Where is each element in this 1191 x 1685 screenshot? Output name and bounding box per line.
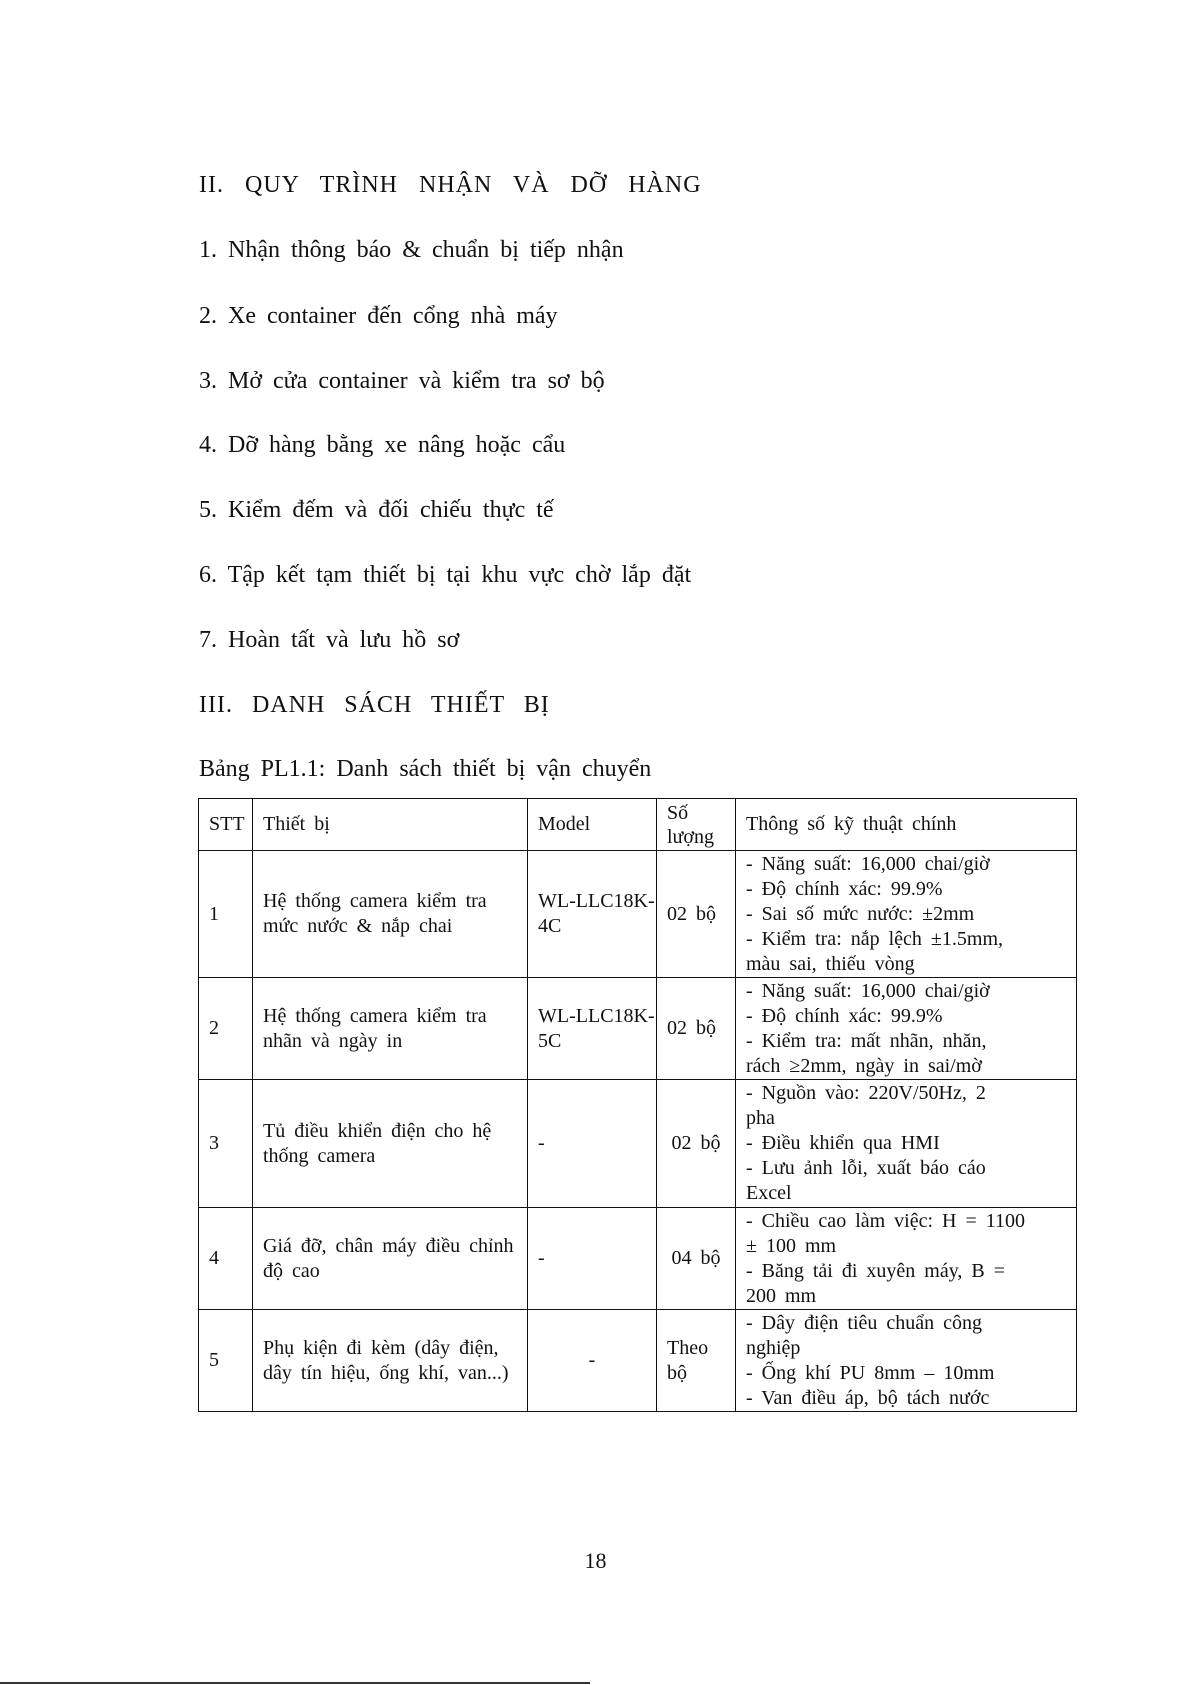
- spec-line: - Năng suất: 16,000 chai/giờ: [746, 979, 990, 1002]
- spec-line: rách ≥2mm, ngày in sai/mờ: [746, 1054, 982, 1077]
- table-row: [199, 1310, 1077, 1412]
- cell-stt: 2: [199, 978, 253, 1080]
- spec-line: 200 mm: [746, 1284, 817, 1307]
- spec-line: - Năng suất: 16,000 chai/giờ: [746, 852, 990, 875]
- spec-line: pha: [746, 1107, 775, 1129]
- table-header-row: [199, 799, 1077, 851]
- header-quantity-line2: lượng: [667, 825, 714, 848]
- spec-line: - Ống khí PU 8mm – 10mm: [746, 1361, 995, 1384]
- cell-stt: 4: [199, 1208, 253, 1310]
- step-item: 6. Tập kết tạm thiết bị tại khu vực chờ lắp đặt: [199, 562, 692, 588]
- spec-line: - Lưu ảnh lỗi, xuất báo cáo: [746, 1157, 986, 1179]
- cell-quantity: Theo bộ: [657, 1310, 736, 1412]
- spec-line: Excel: [746, 1182, 792, 1204]
- spec-line: - Sai số mức nước: ±2mm: [746, 902, 975, 925]
- step-item: 3. Mở cửa container và kiểm tra sơ bộ: [199, 368, 605, 394]
- cell-model: WL-LLC18K-5C: [528, 978, 657, 1080]
- spec-line: - Điều khiển qua HMI: [746, 1132, 940, 1154]
- spec-line: - Kiểm tra: nắp lệch ±1.5mm,: [746, 927, 1004, 950]
- page-number: 18: [584, 1548, 607, 1573]
- spec-line: - Kiểm tra: mất nhãn, nhăn,: [746, 1029, 987, 1052]
- step-item: 5. Kiểm đếm và đối chiếu thực tế: [199, 497, 554, 523]
- section-heading-equipment-list: III. DANH SÁCH THIẾT BỊ: [199, 692, 550, 718]
- step-item: 4. Dỡ hàng bằng xe nâng hoặc cẩu: [199, 432, 566, 458]
- step-item: 7. Hoàn tất và lưu hồ sơ: [199, 627, 460, 653]
- header-model: Model: [528, 799, 657, 851]
- cell-model: -: [528, 1208, 657, 1310]
- cell-specifications: [736, 851, 1077, 978]
- cell-specifications: [736, 1208, 1077, 1310]
- header-quantity: [657, 799, 736, 851]
- cell-specifications: [736, 978, 1077, 1080]
- cell-model: WL-LLC18K-4C: [528, 851, 657, 978]
- header-quantity-line1: Số: [667, 801, 689, 824]
- spec-line: - Dây điện tiêu chuẩn công: [746, 1311, 983, 1334]
- spec-line: - Độ chính xác: 99.9%: [746, 877, 943, 900]
- spec-line: - Van điều áp, bộ tách nước: [746, 1386, 990, 1409]
- section-heading-receiving-process: II. QUY TRÌNH NHẬN VÀ DỠ HÀNG: [199, 172, 702, 198]
- step-item: 2. Xe container đến cổng nhà máy: [199, 303, 558, 329]
- cell-stt: 1: [199, 851, 253, 978]
- spec-line: nghiệp: [746, 1336, 801, 1359]
- cell-device: Hệ thống camera kiểm tra nhãn và ngày in: [253, 978, 528, 1080]
- cell-quantity: 02 bộ: [657, 1080, 736, 1208]
- cell-specifications: [736, 1080, 1077, 1208]
- cell-quantity: 04 bộ: [657, 1208, 736, 1310]
- spec-line: - Độ chính xác: 99.9%: [746, 1004, 943, 1027]
- cell-specifications: [736, 1310, 1077, 1412]
- cell-quantity: 02 bộ: [657, 851, 736, 978]
- table-row: [199, 1080, 1077, 1208]
- equipment-table: [198, 798, 1077, 1412]
- spec-line: - Chiều cao làm việc: H = 1100: [746, 1209, 1026, 1232]
- cell-model: -: [528, 1080, 657, 1208]
- cell-device: Phụ kiện đi kèm (dây điện, dây tín hiệu, ống khí, van...): [253, 1310, 528, 1412]
- cell-stt: 3: [199, 1080, 253, 1208]
- cell-device: Tủ điều khiển điện cho hệ thống camera: [253, 1080, 528, 1208]
- spec-line: màu sai, thiếu vòng: [746, 952, 915, 975]
- cell-device: Hệ thống camera kiểm tra mức nước & nắp chai: [253, 851, 528, 978]
- header-stt: STT: [199, 799, 253, 851]
- cell-device: Giá đỡ, chân máy điều chỉnh độ cao: [253, 1208, 528, 1310]
- table-row: [199, 978, 1077, 1080]
- cell-model: -: [528, 1310, 657, 1412]
- header-device: Thiết bị: [253, 799, 528, 851]
- cell-quantity: 02 bộ: [657, 978, 736, 1080]
- spec-line: - Băng tải đi xuyên máy, B =: [746, 1259, 1006, 1282]
- header-specifications: Thông số kỹ thuật chính: [736, 799, 1077, 851]
- spec-line: - Nguồn vào: 220V/50Hz, 2: [746, 1082, 986, 1104]
- step-item: 1. Nhận thông báo & chuẩn bị tiếp nhận: [199, 237, 624, 263]
- spec-line: ± 100 mm: [746, 1234, 837, 1257]
- table-row: [199, 851, 1077, 978]
- table-caption: Bảng PL1.1: Danh sách thiết bị vận chuyển: [199, 756, 652, 782]
- bottom-divider: [0, 1682, 590, 1684]
- table-row: [199, 1208, 1077, 1310]
- cell-stt: 5: [199, 1310, 253, 1412]
